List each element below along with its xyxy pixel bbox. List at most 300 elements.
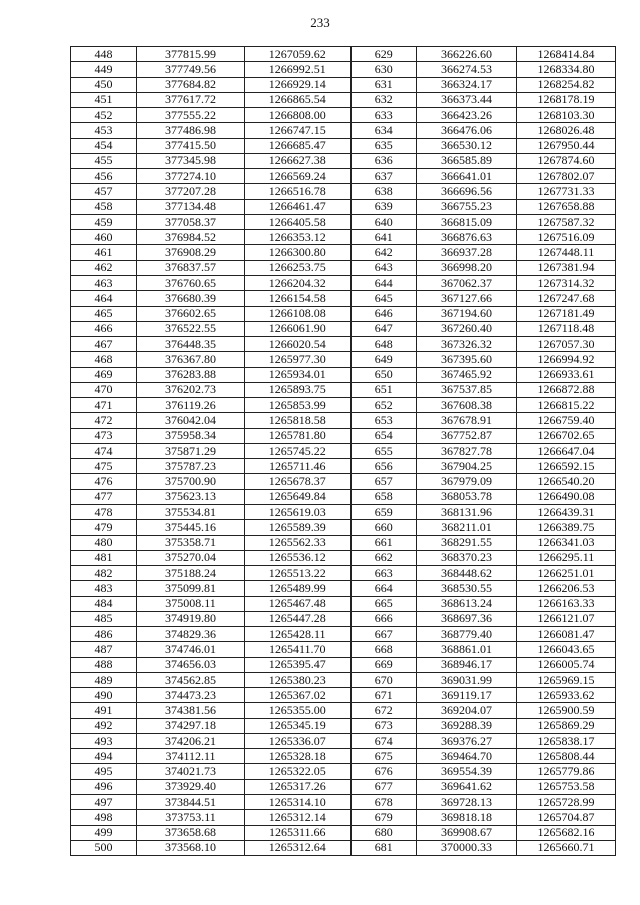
y-coordinate-cell: 1267381.94 [517,260,616,275]
table-row [71,413,616,428]
x-coordinate-cell: 368613.24 [417,596,517,611]
x-coordinate-cell: 377134.48 [137,199,245,214]
x-coordinate-cell: 368530.55 [417,581,517,596]
point-number-cell: 678 [351,795,417,810]
point-number-cell: 458 [71,199,137,214]
y-coordinate-cell: 1266163.33 [517,596,616,611]
point-number-cell: 633 [351,108,417,123]
point-number-cell: 460 [71,230,137,245]
y-coordinate-cell: 1265322.05 [245,764,351,779]
x-coordinate-cell: 377345.98 [137,153,245,168]
point-number-cell: 662 [351,550,417,565]
y-coordinate-cell: 1268026.48 [517,123,616,138]
table-row [71,504,616,519]
table-row [71,627,616,642]
x-coordinate-cell: 374206.21 [137,733,245,748]
x-coordinate-cell: 366226.60 [417,47,517,62]
table-body [71,47,616,856]
table-row [71,672,616,687]
point-number-cell: 675 [351,749,417,764]
y-coordinate-cell: 1266405.58 [245,214,351,229]
y-coordinate-cell: 1267802.07 [517,169,616,184]
x-coordinate-cell: 374112.11 [137,749,245,764]
y-coordinate-cell: 1265728.99 [517,795,616,810]
point-number-cell: 500 [71,840,137,855]
y-coordinate-cell: 1266702.65 [517,428,616,443]
table-row [71,795,616,810]
x-coordinate-cell: 369204.07 [417,703,517,718]
table-row [71,108,616,123]
table-row [71,230,616,245]
x-coordinate-cell: 369818.18 [417,810,517,825]
x-coordinate-cell: 374297.18 [137,718,245,733]
x-coordinate-cell: 373753.11 [137,810,245,825]
x-coordinate-cell: 368211.01 [417,520,517,535]
point-number-cell: 652 [351,398,417,413]
y-coordinate-cell: 1265589.39 [245,520,351,535]
point-number-cell: 665 [351,596,417,611]
y-coordinate-cell: 1265312.14 [245,810,351,825]
table-row [71,199,616,214]
x-coordinate-cell: 377555.22 [137,108,245,123]
point-number-cell: 476 [71,474,137,489]
x-coordinate-cell: 373658.68 [137,825,245,840]
point-number-cell: 681 [351,840,417,855]
table-row [71,306,616,321]
y-coordinate-cell: 1265869.29 [517,718,616,733]
point-number-cell: 638 [351,184,417,199]
x-coordinate-cell: 376908.29 [137,245,245,260]
x-coordinate-cell: 367608.38 [417,398,517,413]
y-coordinate-cell: 1266204.32 [245,275,351,290]
y-coordinate-cell: 1267247.68 [517,291,616,306]
y-coordinate-cell: 1268178.19 [517,92,616,107]
y-coordinate-cell: 1266300.80 [245,245,351,260]
point-number-cell: 660 [351,520,417,535]
x-coordinate-cell: 375445.16 [137,520,245,535]
point-number-cell: 498 [71,810,137,825]
table-row [71,749,616,764]
table-row [71,825,616,840]
point-number-cell: 637 [351,169,417,184]
x-coordinate-cell: 368053.78 [417,489,517,504]
y-coordinate-cell: 1268414.84 [517,47,616,62]
table-row [71,62,616,77]
table-row [71,169,616,184]
point-number-cell: 453 [71,123,137,138]
point-number-cell: 666 [351,611,417,626]
point-number-cell: 655 [351,443,417,458]
table-row [71,459,616,474]
x-coordinate-cell: 366274.53 [417,62,517,77]
y-coordinate-cell: 1265704.87 [517,810,616,825]
y-coordinate-cell: 1266994.92 [517,352,616,367]
x-coordinate-cell: 369641.62 [417,779,517,794]
x-coordinate-cell: 375871.29 [137,443,245,458]
y-coordinate-cell: 1266295.11 [517,550,616,565]
y-coordinate-cell: 1267059.62 [245,47,351,62]
x-coordinate-cell: 367194.60 [417,306,517,321]
y-coordinate-cell: 1267874.60 [517,153,616,168]
y-coordinate-cell: 1265977.30 [245,352,351,367]
x-coordinate-cell: 377274.10 [137,169,245,184]
point-number-cell: 481 [71,550,137,565]
x-coordinate-cell: 377415.50 [137,138,245,153]
point-number-cell: 495 [71,764,137,779]
x-coordinate-cell: 366373.44 [417,92,517,107]
table-row [71,275,616,290]
x-coordinate-cell: 374656.03 [137,657,245,672]
x-coordinate-cell: 368779.40 [417,627,517,642]
point-number-cell: 648 [351,337,417,352]
x-coordinate-cell: 366476.06 [417,123,517,138]
y-coordinate-cell: 1265660.71 [517,840,616,855]
x-coordinate-cell: 366815.09 [417,214,517,229]
y-coordinate-cell: 1266759.40 [517,413,616,428]
x-coordinate-cell: 368861.01 [417,642,517,657]
y-coordinate-cell: 1265536.12 [245,550,351,565]
y-coordinate-cell: 1266992.51 [245,62,351,77]
point-number-cell: 490 [71,688,137,703]
x-coordinate-cell: 374021.73 [137,764,245,779]
table-row [71,581,616,596]
point-number-cell: 467 [71,337,137,352]
x-coordinate-cell: 376837.57 [137,260,245,275]
x-coordinate-cell: 367678.91 [417,413,517,428]
y-coordinate-cell: 1265682.16 [517,825,616,840]
table-row [71,688,616,703]
point-number-cell: 492 [71,718,137,733]
x-coordinate-cell: 370000.33 [417,840,517,855]
point-number-cell: 469 [71,367,137,382]
table-row [71,718,616,733]
x-coordinate-cell: 375270.04 [137,550,245,565]
point-number-cell: 640 [351,214,417,229]
y-coordinate-cell: 1266516.78 [245,184,351,199]
x-coordinate-cell: 375534.81 [137,504,245,519]
point-number-cell: 464 [71,291,137,306]
point-number-cell: 463 [71,275,137,290]
x-coordinate-cell: 375008.11 [137,596,245,611]
point-number-cell: 656 [351,459,417,474]
point-number-cell: 471 [71,398,137,413]
point-number-cell: 482 [71,566,137,581]
table-row [71,337,616,352]
y-coordinate-cell: 1265428.11 [245,627,351,642]
y-coordinate-cell: 1267314.32 [517,275,616,290]
point-number-cell: 468 [71,352,137,367]
y-coordinate-cell: 1266815.22 [517,398,616,413]
x-coordinate-cell: 369554.39 [417,764,517,779]
table-row [71,321,616,336]
y-coordinate-cell: 1266461.47 [245,199,351,214]
y-coordinate-cell: 1265314.10 [245,795,351,810]
table-row [71,398,616,413]
y-coordinate-cell: 1266108.08 [245,306,351,321]
table-row [71,764,616,779]
point-number-cell: 499 [71,825,137,840]
x-coordinate-cell: 367127.66 [417,291,517,306]
x-coordinate-cell: 376119.26 [137,398,245,413]
x-coordinate-cell: 367326.32 [417,337,517,352]
y-coordinate-cell: 1267181.49 [517,306,616,321]
y-coordinate-cell: 1266341.03 [517,535,616,550]
y-coordinate-cell: 1267448.11 [517,245,616,260]
y-coordinate-cell: 1266540.20 [517,474,616,489]
x-coordinate-cell: 376283.88 [137,367,245,382]
y-coordinate-cell: 1265345.19 [245,718,351,733]
table-row [71,443,616,458]
y-coordinate-cell: 1266081.47 [517,627,616,642]
y-coordinate-cell: 1266154.58 [245,291,351,306]
point-number-cell: 646 [351,306,417,321]
x-coordinate-cell: 369119.17 [417,688,517,703]
x-coordinate-cell: 375787.23 [137,459,245,474]
y-coordinate-cell: 1265467.48 [245,596,351,611]
table-row [71,611,616,626]
point-number-cell: 636 [351,153,417,168]
y-coordinate-cell: 1267658.88 [517,199,616,214]
point-number-cell: 478 [71,504,137,519]
y-coordinate-cell: 1266353.12 [245,230,351,245]
y-coordinate-cell: 1265355.00 [245,703,351,718]
table-row [71,520,616,535]
point-number-cell: 668 [351,642,417,657]
x-coordinate-cell: 375099.81 [137,581,245,596]
x-coordinate-cell: 367979.09 [417,474,517,489]
table-row [71,123,616,138]
y-coordinate-cell: 1268254.82 [517,77,616,92]
point-number-cell: 480 [71,535,137,550]
y-coordinate-cell: 1266020.54 [245,337,351,352]
table-row [71,92,616,107]
point-number-cell: 472 [71,413,137,428]
y-coordinate-cell: 1267516.09 [517,230,616,245]
x-coordinate-cell: 368697.36 [417,611,517,626]
x-coordinate-cell: 377486.98 [137,123,245,138]
point-number-cell: 456 [71,169,137,184]
point-number-cell: 489 [71,672,137,687]
table-row [71,352,616,367]
x-coordinate-cell: 369288.39 [417,718,517,733]
point-number-cell: 653 [351,413,417,428]
point-number-cell: 635 [351,138,417,153]
point-number-cell: 634 [351,123,417,138]
x-coordinate-cell: 375623.13 [137,489,245,504]
y-coordinate-cell: 1265838.17 [517,733,616,748]
x-coordinate-cell: 376522.55 [137,321,245,336]
table-row [71,489,616,504]
table-row [71,596,616,611]
x-coordinate-cell: 377617.72 [137,92,245,107]
x-coordinate-cell: 376367.80 [137,352,245,367]
x-coordinate-cell: 374473.23 [137,688,245,703]
point-number-cell: 679 [351,810,417,825]
point-number-cell: 630 [351,62,417,77]
point-number-cell: 673 [351,718,417,733]
table-row [71,642,616,657]
x-coordinate-cell: 374919.80 [137,611,245,626]
x-coordinate-cell: 374381.56 [137,703,245,718]
y-coordinate-cell: 1265367.02 [245,688,351,703]
point-number-cell: 475 [71,459,137,474]
point-number-cell: 483 [71,581,137,596]
x-coordinate-cell: 366530.12 [417,138,517,153]
point-number-cell: 457 [71,184,137,199]
table-row [71,214,616,229]
y-coordinate-cell: 1265933.62 [517,688,616,703]
point-number-cell: 651 [351,382,417,397]
y-coordinate-cell: 1265562.33 [245,535,351,550]
point-number-cell: 449 [71,62,137,77]
x-coordinate-cell: 376984.52 [137,230,245,245]
y-coordinate-cell: 1265711.46 [245,459,351,474]
x-coordinate-cell: 375958.34 [137,428,245,443]
point-number-cell: 659 [351,504,417,519]
point-number-cell: 674 [351,733,417,748]
table-row [71,382,616,397]
point-number-cell: 494 [71,749,137,764]
y-coordinate-cell: 1265619.03 [245,504,351,519]
y-coordinate-cell: 1267587.32 [517,214,616,229]
point-number-cell: 642 [351,245,417,260]
point-number-cell: 497 [71,795,137,810]
point-number-cell: 466 [71,321,137,336]
table-row [71,77,616,92]
x-coordinate-cell: 376448.35 [137,337,245,352]
y-coordinate-cell: 1265753.58 [517,779,616,794]
y-coordinate-cell: 1266627.38 [245,153,351,168]
x-coordinate-cell: 367465.92 [417,367,517,382]
y-coordinate-cell: 1265328.18 [245,749,351,764]
y-coordinate-cell: 1266647.04 [517,443,616,458]
y-coordinate-cell: 1266569.24 [245,169,351,184]
point-number-cell: 462 [71,260,137,275]
point-number-cell: 664 [351,581,417,596]
x-coordinate-cell: 374829.36 [137,627,245,642]
x-coordinate-cell: 373568.10 [137,840,245,855]
y-coordinate-cell: 1265900.59 [517,703,616,718]
y-coordinate-cell: 1266251.01 [517,566,616,581]
point-number-cell: 632 [351,92,417,107]
x-coordinate-cell: 367062.37 [417,275,517,290]
point-number-cell: 455 [71,153,137,168]
point-number-cell: 672 [351,703,417,718]
point-number-cell: 661 [351,535,417,550]
point-number-cell: 671 [351,688,417,703]
x-coordinate-cell: 373929.40 [137,779,245,794]
x-coordinate-cell: 369908.67 [417,825,517,840]
y-coordinate-cell: 1265336.07 [245,733,351,748]
table-row [71,291,616,306]
y-coordinate-cell: 1267057.30 [517,337,616,352]
point-number-cell: 639 [351,199,417,214]
x-coordinate-cell: 376602.65 [137,306,245,321]
x-coordinate-cell: 375700.90 [137,474,245,489]
point-number-cell: 650 [351,367,417,382]
x-coordinate-cell: 377207.28 [137,184,245,199]
y-coordinate-cell: 1266005.74 [517,657,616,672]
x-coordinate-cell: 368291.55 [417,535,517,550]
table-row [71,566,616,581]
point-number-cell: 641 [351,230,417,245]
y-coordinate-cell: 1265853.99 [245,398,351,413]
x-coordinate-cell: 366998.20 [417,260,517,275]
x-coordinate-cell: 374562.85 [137,672,245,687]
point-number-cell: 479 [71,520,137,535]
x-coordinate-cell: 366641.01 [417,169,517,184]
x-coordinate-cell: 366324.17 [417,77,517,92]
point-number-cell: 485 [71,611,137,626]
x-coordinate-cell: 375188.24 [137,566,245,581]
x-coordinate-cell: 366876.63 [417,230,517,245]
point-number-cell: 676 [351,764,417,779]
x-coordinate-cell: 376760.65 [137,275,245,290]
x-coordinate-cell: 369376.27 [417,733,517,748]
x-coordinate-cell: 368946.17 [417,657,517,672]
table-row [71,153,616,168]
y-coordinate-cell: 1266865.54 [245,92,351,107]
x-coordinate-cell: 375358.71 [137,535,245,550]
table-row [71,703,616,718]
y-coordinate-cell: 1265447.28 [245,611,351,626]
point-number-cell: 473 [71,428,137,443]
point-number-cell: 667 [351,627,417,642]
table-row [71,260,616,275]
point-number-cell: 470 [71,382,137,397]
table-row [71,779,616,794]
coordinates-table [70,46,616,856]
x-coordinate-cell: 377815.99 [137,47,245,62]
y-coordinate-cell: 1266206.53 [517,581,616,596]
y-coordinate-cell: 1266061.90 [245,321,351,336]
x-coordinate-cell: 374746.01 [137,642,245,657]
y-coordinate-cell: 1268103.30 [517,108,616,123]
point-number-cell: 491 [71,703,137,718]
point-number-cell: 474 [71,443,137,458]
y-coordinate-cell: 1265489.99 [245,581,351,596]
y-coordinate-cell: 1265380.23 [245,672,351,687]
y-coordinate-cell: 1266490.08 [517,489,616,504]
x-coordinate-cell: 367537.85 [417,382,517,397]
table-row [71,428,616,443]
table-row [71,550,616,565]
x-coordinate-cell: 376042.04 [137,413,245,428]
point-number-cell: 631 [351,77,417,92]
y-coordinate-cell: 1266929.14 [245,77,351,92]
x-coordinate-cell: 369464.70 [417,749,517,764]
y-coordinate-cell: 1265818.58 [245,413,351,428]
table-row [71,47,616,62]
y-coordinate-cell: 1265745.22 [245,443,351,458]
point-number-cell: 459 [71,214,137,229]
y-coordinate-cell: 1265969.15 [517,672,616,687]
table-row [71,184,616,199]
x-coordinate-cell: 368370.23 [417,550,517,565]
point-number-cell: 493 [71,733,137,748]
point-number-cell: 477 [71,489,137,504]
point-number-cell: 647 [351,321,417,336]
y-coordinate-cell: 1265779.86 [517,764,616,779]
point-number-cell: 487 [71,642,137,657]
page-number: 233 [310,15,330,30]
y-coordinate-cell: 1267950.44 [517,138,616,153]
point-number-cell: 465 [71,306,137,321]
y-coordinate-cell: 1265781.80 [245,428,351,443]
table-row [71,657,616,672]
point-number-cell: 658 [351,489,417,504]
point-number-cell: 484 [71,596,137,611]
